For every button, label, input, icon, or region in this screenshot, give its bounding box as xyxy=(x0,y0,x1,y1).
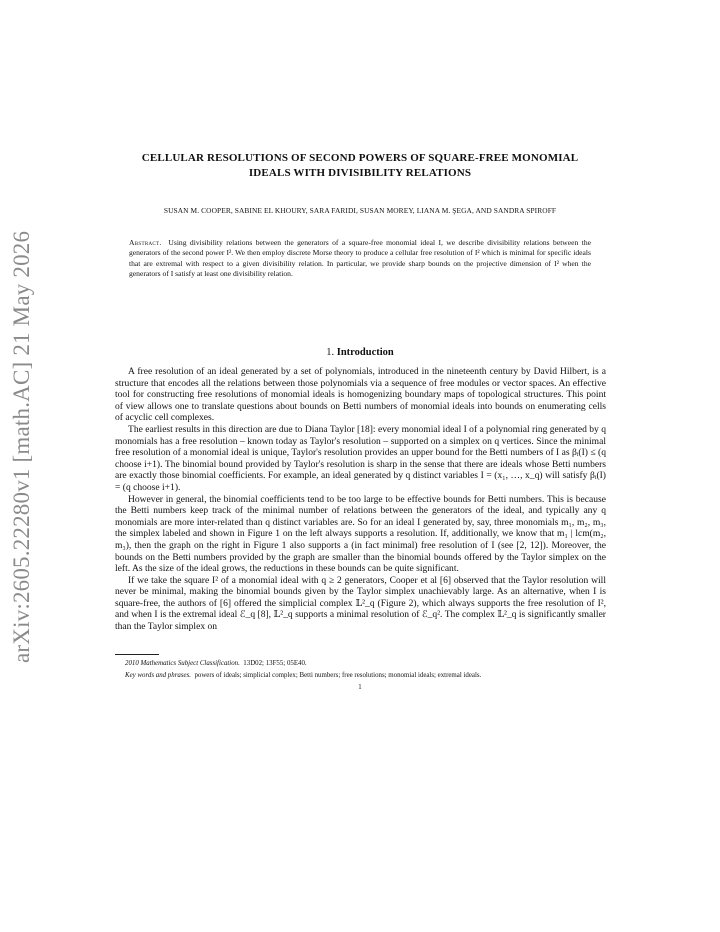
paragraph: A free resolution of an ideal generated by a set of polynomials, introduced in the nineteenth century by David Hilbert, is a structure that encodes all the relations between those polynomials via a sequence of free modules or vector spaces. An effective tool for constructing free resolutions of monomial ideals is homogenizing boundary maps of topological structures. This point of view allows one to translate questions about bounds on Betti numbers of monomial ideals into bounds on enumerating cells of acyclic cell complexes. xyxy=(115,366,606,424)
section-heading xyxy=(0,347,720,358)
title-line-1: CELLULAR RESOLUTIONS OF SECOND POWERS OF SQUARE-FREE MONOMIAL xyxy=(141,152,579,164)
keywords-label: Key words and phrases. xyxy=(125,671,191,679)
footnote-rule xyxy=(115,654,159,655)
arxiv-identifier: arXiv:2605.22280v1 [math.AC] 21 May 2026 xyxy=(9,230,34,663)
paragraph: However in general, the binomial coefficients tend to be too large to be effective bounds for Betti numbers. This is because the Betti numbers keep track of the minimal number of relations between the generators of the ideal, and typically any q monomials are more inter-related than q distinct variables are. So for an ideal I generated by, say, three monomials m₁, m₂, m₃, the simplex labeled and shown in Figure 1 on the left always supports a resolution. If, additionally, we know that m₁ | lcm(m₂, m₃), then the graph on the right in Figure 1 also supports a (in fact minimal) free resolution of I (see [2, 12]). Moreover, the bounds on the Betti numbers provided by the graph are smaller than the binomial bounds offered by the Taylor simplex on the left. As the size of the ideal grows, the reductions in these bounds can be quite significant. xyxy=(115,493,606,575)
paragraph: If we take the square I² of a monomial ideal with q ≥ 2 generators, Cooper et al [6] observed that the Taylor resolution will never be minimal, making the binomial bounds given by the Taylor simplex unachievably large. As an alternative, when I is square-free, the authors of [6] offered the simplicial complex 𝕃²_q (Figure 2), which always supports the free resolution of I², and when I is the extremal ideal ℰ_q [8], 𝕃²_q supports a minimal resolution of ℰ_q². The complex 𝕃²_q is significantly smaller than the Taylor simplex on xyxy=(115,574,606,633)
abstract-label: Abstract. xyxy=(129,238,162,247)
footnote-keywords xyxy=(115,670,606,682)
msc-codes: 13D02; 13F55; 05E40. xyxy=(243,660,307,667)
page-number: 1 xyxy=(358,684,362,691)
footnotes xyxy=(115,658,606,681)
title-line-2: IDEALS WITH DIVISIBILITY RELATIONS xyxy=(248,167,472,179)
abstract-text: Using divisibility relations between the generators of a square-free monomial ideal I, we describe divisibility relations between the generators of the second power I². We then employ discrete Morse theory to produce a cellular free resolution of I² which is minimal for specific ideals that are extremal with respect to a given divisibility relation. In particular, we provide sharp bounds on the projective dimension of I² when the generators of I satisfy at least one divisibility relation. xyxy=(129,238,591,278)
paragraph: The earliest results in this direction are due to Diana Taylor [18]: every monomial ideal I of a polynomial ring generated by q monomials has a free resolution – known today as Taylor's resolution – supported on a simplex on q vertices. Since the minimal free resolution of a monomial ideal is unique, Taylor's resolution provides an upper bound for the Betti numbers of I as βᵢ(I) ≤ (q choose i+1). The binomial bound provided by Taylor's resolution is sharp in the sense that there are ideals whose Betti numbers are exactly those binomial coefficients. For example, an ideal generated by q distinct variables I = (x₁, …, x_q) will satisfy βᵢ(I) = (q choose i+1). xyxy=(115,423,606,493)
author-list: SUSAN M. COOPER, SABINE EL KHOURY, SARA FARIDI, SUSAN MOREY, LIANA M. ŞEGA, AND SANDRA SPIROFF xyxy=(163,206,557,215)
msc-label: 2010 Mathematics Subject Classification. xyxy=(125,660,240,667)
footnote-msc xyxy=(115,658,606,670)
keywords-text: powers of ideals; simplicial complex; Betti numbers; free resolutions; monomial ideals; extremal ideals. xyxy=(194,671,482,679)
paper-title xyxy=(100,151,620,181)
section-number: 1. xyxy=(326,347,335,358)
abstract xyxy=(129,238,591,279)
introduction-body xyxy=(115,366,606,633)
section-title: Introduction xyxy=(336,347,394,358)
